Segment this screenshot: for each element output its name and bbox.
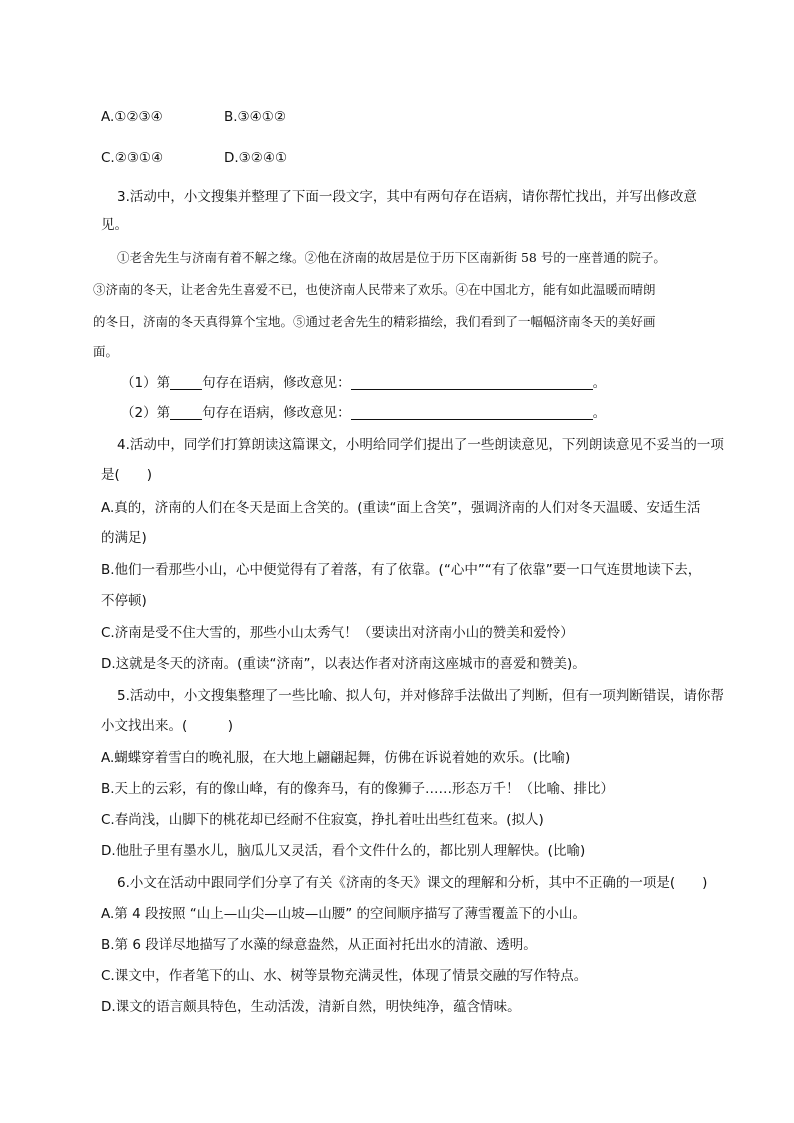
q2-option-b: B.③④①② [224, 109, 286, 125]
q3-blank1-revision-field[interactable] [351, 375, 593, 390]
q3-blank-row-2 [121, 404, 606, 422]
q4-option-c: C.济南是受不住大雪的，那些小山太秀气！（要读出对济南小山的赞美和爱怜） [101, 625, 574, 641]
q3-passage-line4: 面。 [93, 344, 119, 359]
q3-blank2-revision-field[interactable] [351, 405, 593, 420]
q3-passage-line1: ①老舍先生与济南有着不解之缘。②他在济南的故居是位于历下区南新街 58 号的一座普通的院子。 [117, 250, 666, 265]
q6-option-d: D.课文的语言颇具特色，生动活泼，清新自然，明快纯净，蕴含情味。 [101, 999, 521, 1015]
q5-option-b: B.天上的云彩，有的像山峰，有的像奔马，有的像狮子……形态万千！（比喻、排比） [101, 781, 615, 797]
q3-stem-line2: 见。 [101, 217, 128, 233]
q2-option-c: C.②③①④ [101, 150, 164, 166]
q3-blank2-sentence-field[interactable] [170, 405, 202, 420]
q3-blank2-prefix: （2）第 [121, 405, 171, 421]
q2-option-a: A.①②③④ [101, 109, 163, 125]
q6-option-b: B.第 6 段详尽地描写了水藻的绿意盎然，从正面衬托出水的清澈、透明。 [101, 937, 537, 953]
q4-option-a-line2: 的满足) [101, 530, 147, 546]
q3-blank2-end: 。 [592, 405, 607, 421]
q4-stem-line2: 是( ) [101, 467, 153, 483]
q3-blank-row-1 [121, 374, 606, 392]
q6-option-c: C.课文中，作者笔下的山、水、树等景物充满灵性，体现了情景交融的写作特点。 [101, 968, 588, 984]
q4-option-b-line1: B.他们一看那些小山，心中便觉得有了着落，有了依靠。(“心中”“有了依靠”要一口气连贯地读下去， [101, 562, 702, 578]
q4-option-a-line1: A.真的，济南的人们在冬天是面上含笑的。(重读“面上含笑”，强调济南的人们对冬天温暖、安适生活 [101, 500, 701, 516]
q3-blank1-end: 。 [592, 375, 607, 391]
q5-option-a: A.蝴蝶穿着雪白的晚礼服，在大地上翩翩起舞，仿佛在诉说着她的欢乐。(比喻) [101, 750, 571, 766]
q3-passage-line3: 的冬日，济南的冬天真得算个宝地。⑤通过老舍先生的精彩描绘，我们看到了一幅幅济南冬天的美好画 [93, 314, 656, 329]
q4-option-d: D.这就是冬天的济南。(重读“济南”，以表达作者对济南这座城市的喜爱和赞美)。 [101, 656, 586, 672]
q3-blank2-middle: 句存在语病，修改意见： [202, 405, 351, 421]
q6-option-a: A.第 4 段按照 “山上—山尖—山坡—山腰” 的空间顺序描写了薄雪覆盖下的小山。 [101, 906, 587, 922]
q5-stem-line1: 5.活动中，小文搜集整理了一些比喻、拟人句，并对修辞手法做出了判断，但有一项判断错误，请你帮 [117, 688, 724, 704]
q3-stem-line1: 3.活动中，小文搜集并整理了下面一段文字，其中有两句存在语病，请你帮忙找出，并写出修改意 [117, 189, 697, 205]
q3-blank1-middle: 句存在语病，修改意见： [202, 375, 351, 391]
q3-blank1-prefix: （1）第 [121, 375, 171, 391]
q5-stem-line2: 小文找出来。( ) [101, 718, 234, 734]
q5-option-d: D.他肚子里有墨水儿，脑瓜儿又灵活，看个文件什么的，都比别人理解快。(比喻) [101, 843, 586, 859]
q5-option-c: C.春尚浅，山脚下的桃花却已经耐不住寂寞，挣扎着吐出些红苞来。(拟人) [101, 812, 544, 828]
q2-option-d: D.③②④① [224, 150, 288, 166]
q3-passage-line2: ③济南的冬天，让老舍先生喜爱不已，也使济南人民带来了欢乐。④在中国北方，能有如此温暖而晴朗 [93, 282, 656, 297]
q4-stem-line1: 4.活动中，同学们打算朗读这篇课文，小明给同学们提出了一些朗读意见，下列朗读意见不妥当的一项 [117, 437, 724, 453]
q6-stem: 6.小文在活动中跟同学们分享了有关《济南的冬天》课文的理解和分析，其中不正确的一项是( ) [117, 875, 708, 891]
q3-blank1-sentence-field[interactable] [170, 375, 202, 390]
q4-option-b-line2: 不停顿) [101, 593, 147, 609]
